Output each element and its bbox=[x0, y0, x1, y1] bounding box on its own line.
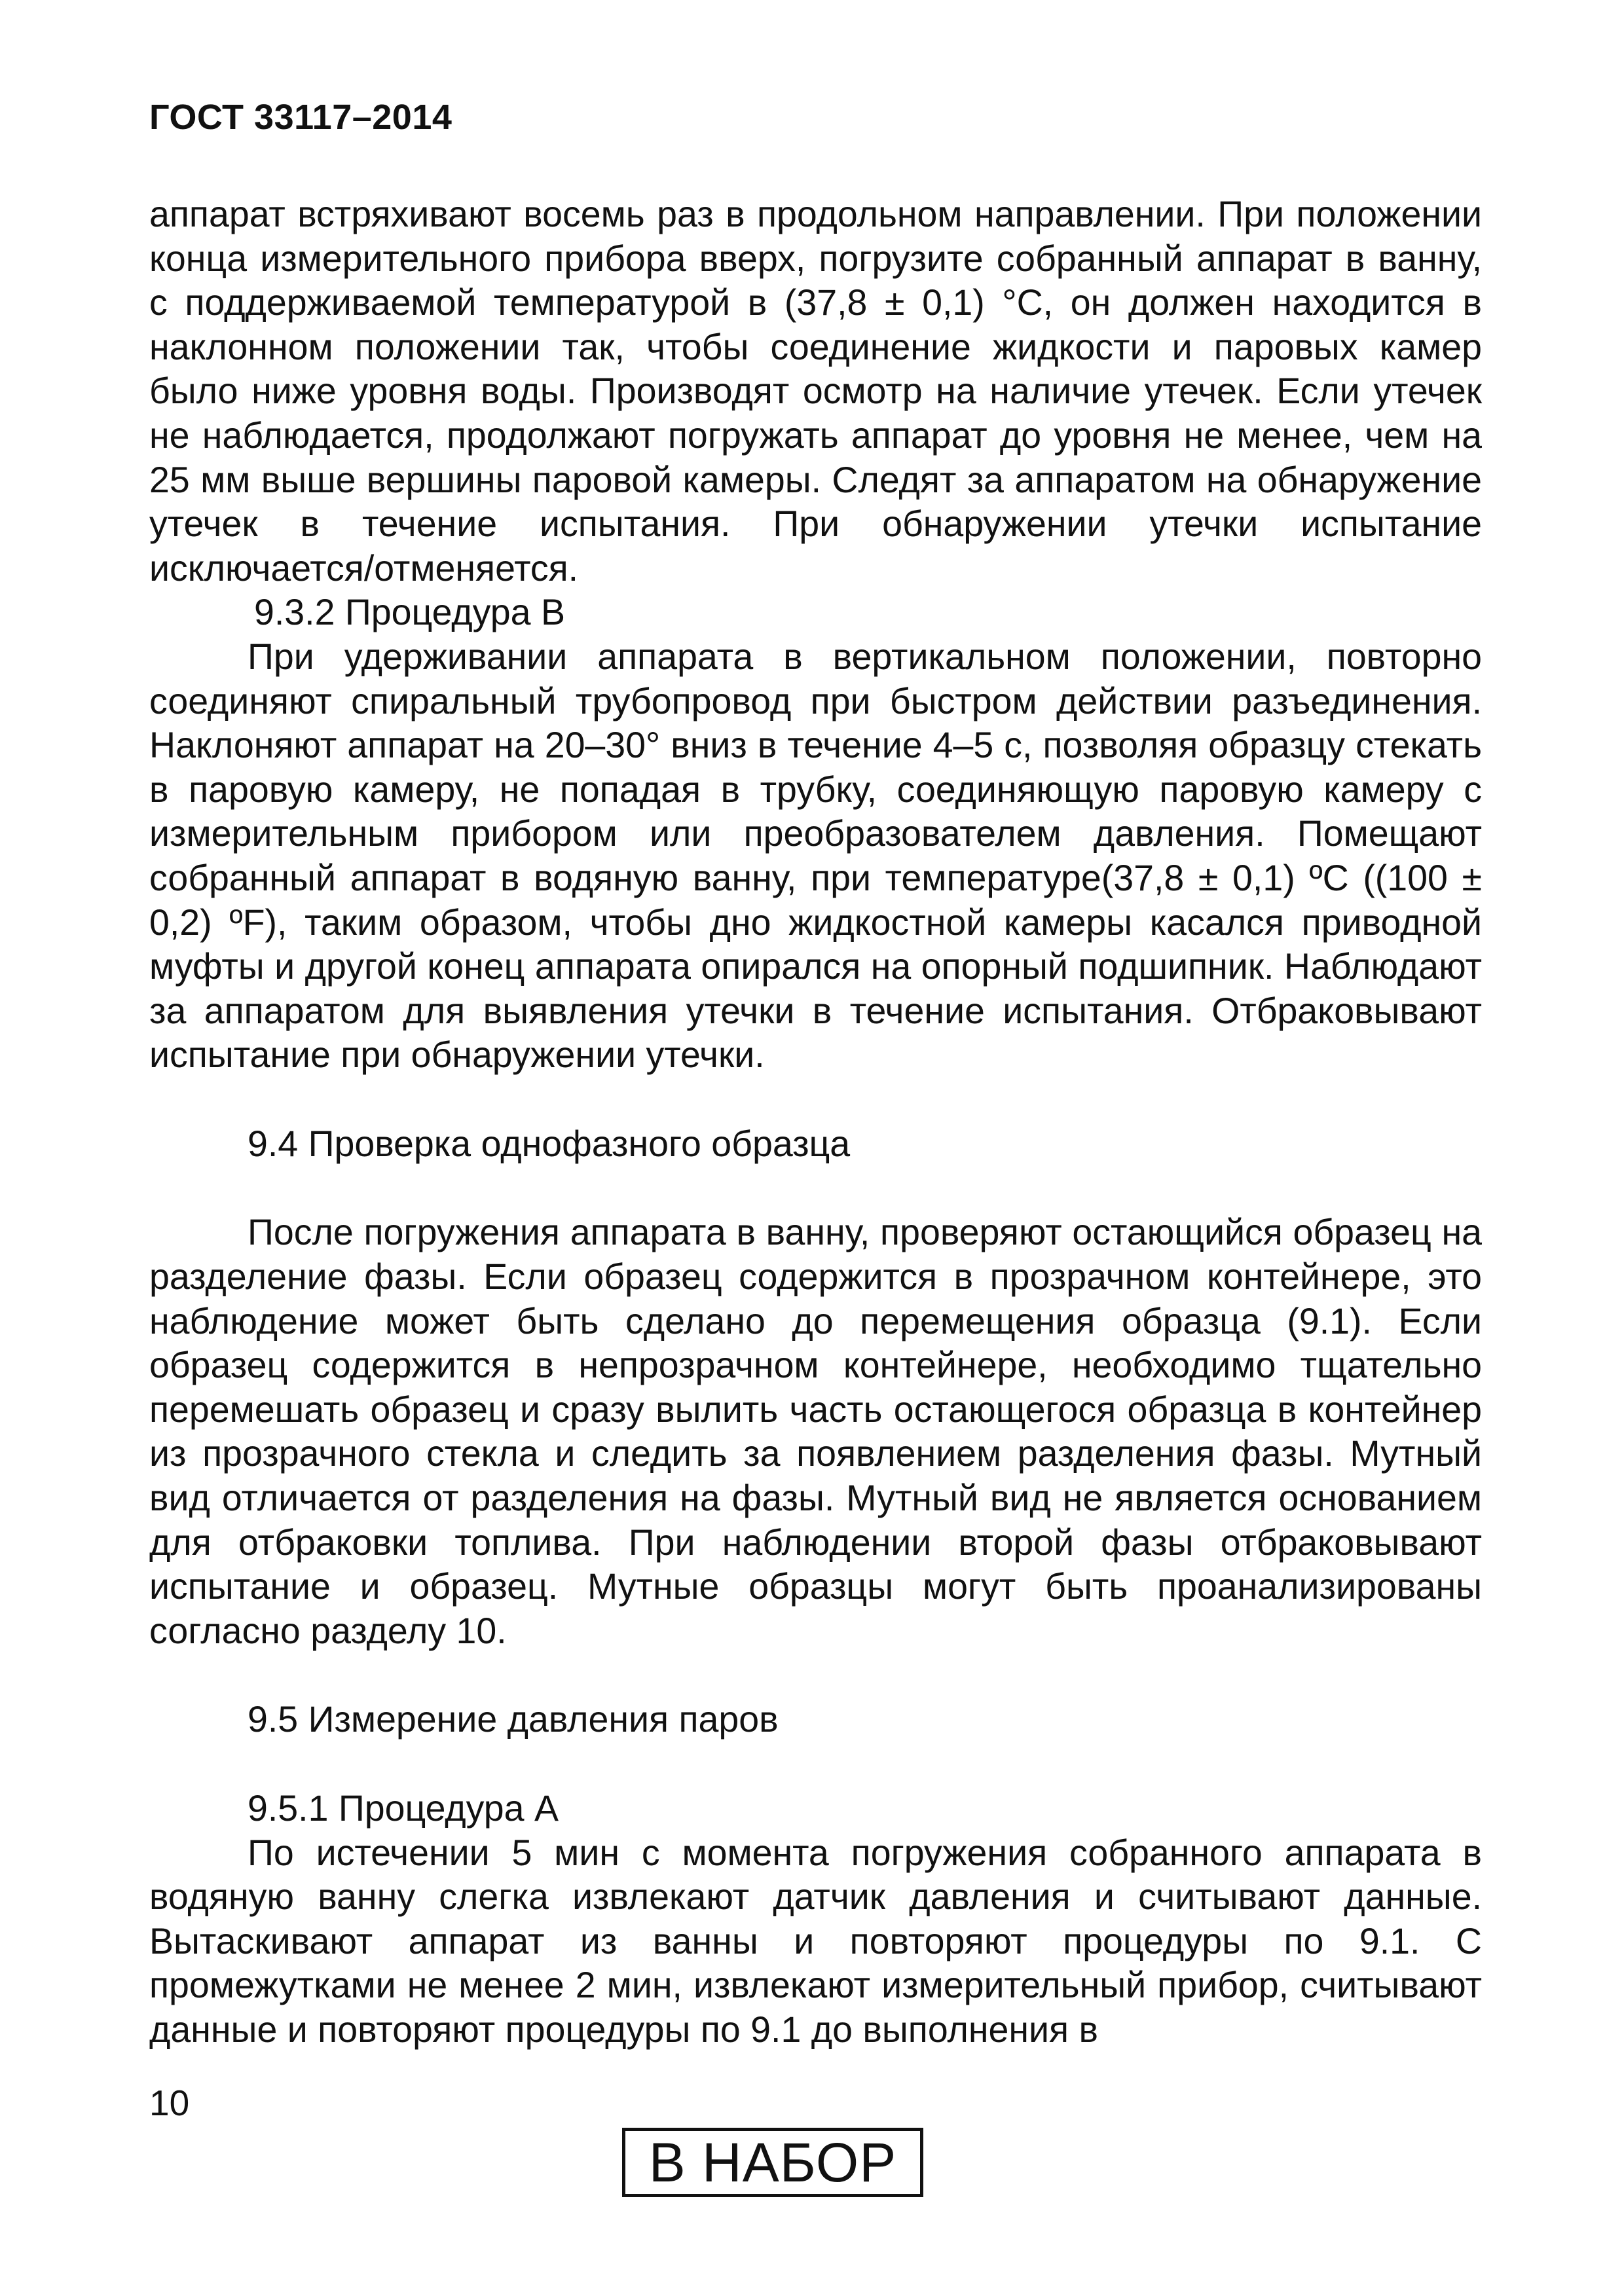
section-heading-9-4: 9.4 Проверка однофазного образца bbox=[248, 1123, 851, 1164]
paragraph-procedure-a: По истечении 5 мин с момента погружения собранного аппарата в водяную ванну слегка извлекают датчик давления и считывают данные. Вытаскивают аппарат из ванны и повторяют процедуры по 9.1. С промежутками не менее 2 мин, извлекают измерительный прибор, считывают данные и повторяют процедуры по 9.1 до выполнения в bbox=[149, 1832, 1482, 2050]
paragraph-single-phase-check: После погружения аппарата в ванну, проверяют остающийся образец на разделение фазы. Если образец содержится в прозрачном контейнере, это наблюдение может быть сделано до перемещения образца (9.1). Если образец содержится в непрозрачном контейнере, необходимо тщательно перемешать образец и сразу вылить часть остающегося образца в контейнер из прозрачного стекла и следить за появлением разделения фазы. Мутный вид отличается от разделения на фазы. Мутный вид не является основанием для отбраковки топлива. При наблюдении второй фазы отбраковывают испытание и образец. Мутные образцы могут быть проанализированы согласно разделу 10. bbox=[149, 1212, 1482, 1651]
paragraph-continuation: аппарат встряхивают восемь раз в продольном направлении. При положении конца измерительного прибора вверх, погрузите собранный аппарат в ванну, с поддерживаемой температурой в (37,8 ± 0,1) °С, он должен находится в наклонном положении так, чтобы соединение жидкости и паровых камер было ниже уровня воды. Производят осмотр на наличие утечек. Если утечек не наблюдается, продолжают погружать аппарат до уровня не менее, чем на 25 мм выше вершины паровой камеры. Следят за аппаратом на обнаружение утечек в течение испытания. При обнаружении утечки испытание исключается/отменяется. bbox=[149, 194, 1482, 589]
subsection-heading-9-3-2: 9.3.2 Процедура В bbox=[254, 592, 565, 633]
paragraph-procedure-b: При удерживании аппарата в вертикальном положении, повторно соединяют спиральный трубопровод при быстром действии разъединения. Наклоняют аппарат на 20–30° вниз в течение 4–5 с, позволяя образцу стекать в паровую камеру, не попадая в трубку, соединяющую паровую камеру с измерительным прибором или преобразователем давления. Помещают собранный аппарат в водяную ванну, при температуре(37,8 ± 0,1) ºС ((100 ± 0,2) ºF), таким образом, чтобы дно жидкостной камеры касался приводной муфты и другой конец аппарата опирался на опорный подшипник. Наблюдают за аппаратом для выявления утечки в течение испытания. Отбраковывают испытание при обнаружении утечки. bbox=[149, 636, 1482, 1076]
document-header: ГОСТ 33117–2014 bbox=[149, 98, 452, 137]
document-body bbox=[149, 192, 1482, 2052]
page-number: 10 bbox=[149, 2083, 190, 2123]
subsection-heading-9-5-1: 9.5.1 Процедура А bbox=[248, 1788, 559, 1829]
stamp-label: В НАБОР bbox=[648, 2132, 897, 2193]
stamp-box bbox=[622, 2128, 923, 2197]
section-heading-9-5: 9.5 Измерение давления паров bbox=[248, 1699, 779, 1740]
